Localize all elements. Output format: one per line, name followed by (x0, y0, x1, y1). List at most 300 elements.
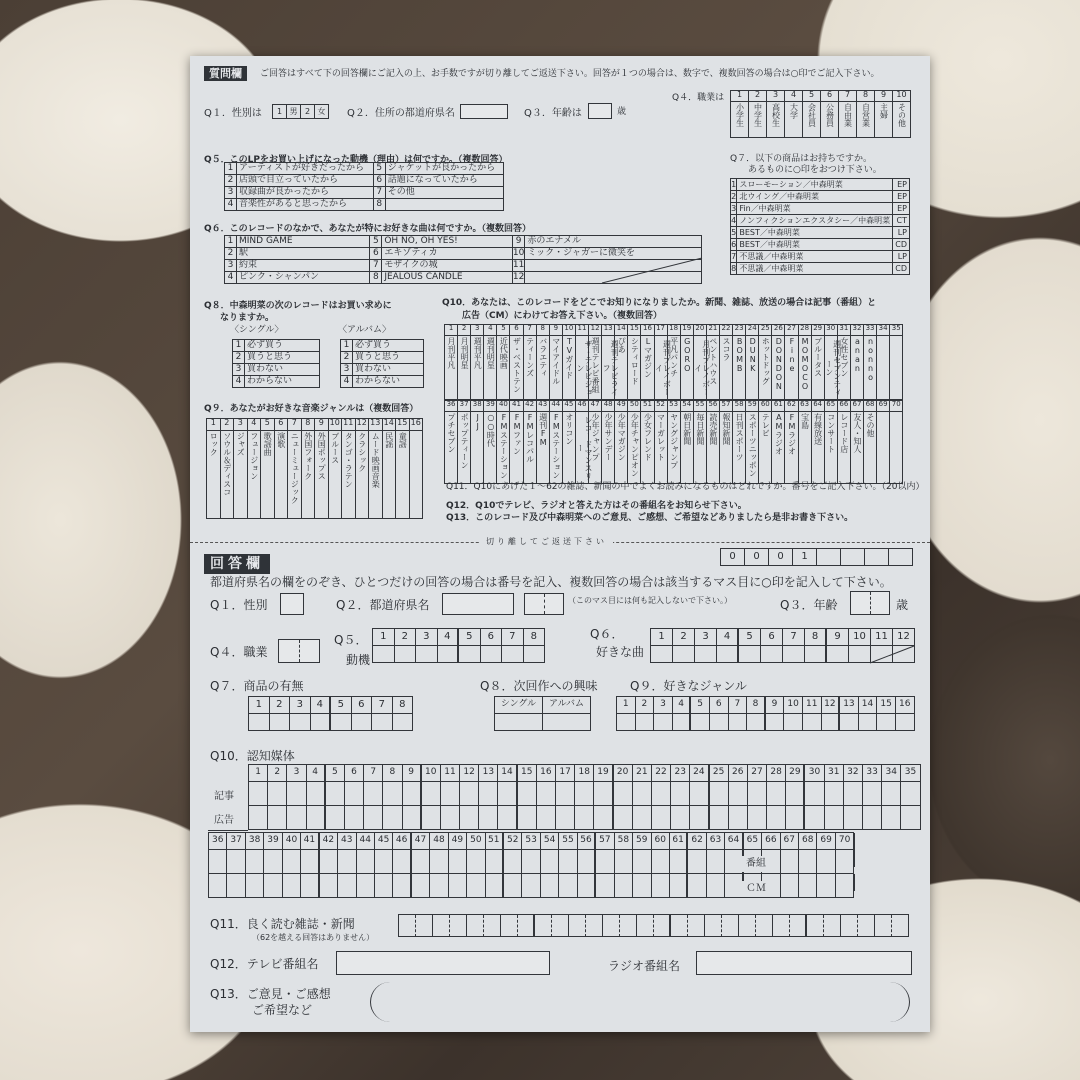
a-q10-answer-cell[interactable] (575, 782, 594, 806)
a-q10-answer-cell[interactable] (652, 874, 670, 898)
a-q11-digit-cell[interactable] (518, 915, 535, 937)
a-q10-answer-cell[interactable] (633, 850, 651, 874)
a-q10-number: 20 (614, 765, 633, 782)
a-q10-answer-cell[interactable] (326, 806, 345, 830)
a-q7-answer-cell[interactable] (311, 714, 332, 731)
q6-song-text: 約束 (237, 260, 370, 272)
q10-media-name: 少年サンデー (604, 413, 614, 461)
a-q10-answer-cell[interactable] (338, 874, 356, 898)
a-q10-number: 43 (338, 833, 356, 850)
a-q10-number: 37 (227, 833, 245, 850)
a-q10-answer-cell[interactable] (748, 782, 767, 806)
a-q11-digit-cell[interactable] (535, 915, 552, 937)
a-q11-digit-cell[interactable] (586, 915, 603, 937)
a-q6-answer-cell[interactable] (695, 646, 717, 663)
a-q10-answer-cell[interactable] (863, 782, 882, 806)
a-q10-answer-cell[interactable] (375, 850, 393, 874)
q10-media (589, 412, 602, 484)
a-q10-answer-cell[interactable] (422, 806, 441, 830)
a-q7-answer-cell[interactable] (290, 714, 311, 731)
a-q10-answer-cell[interactable] (615, 874, 633, 898)
a-q11-digit-cell[interactable] (892, 915, 909, 937)
a-q5-number: 6 (481, 629, 503, 646)
a-q10-answer-cell[interactable] (441, 782, 460, 806)
a-q10-answer-cell[interactable] (522, 874, 540, 898)
a-q10-answer-cell[interactable] (283, 850, 301, 874)
a-q11-note: （62を越える回答はありません） (252, 933, 375, 942)
a-q10-answer-cell[interactable] (781, 850, 799, 874)
a-q10-answer-cell[interactable] (522, 850, 540, 874)
a-q10-number: 10 (422, 765, 441, 782)
a-q7-number: 1 (249, 697, 270, 714)
a-q10-answer-cell[interactable] (301, 850, 319, 874)
a-q10-answer-cell[interactable] (393, 874, 411, 898)
a-q11-digit-cell[interactable] (688, 915, 705, 937)
a-q10-answer-cell[interactable] (748, 806, 767, 830)
q9-number: 3 (234, 419, 248, 431)
a-q6-number: 6 (761, 629, 783, 646)
a-q10-answer-cell[interactable] (710, 806, 729, 830)
a-q10-answer-cell[interactable] (383, 806, 402, 830)
q8-single-option-row (233, 340, 320, 352)
a-q10-answer-cell[interactable] (338, 850, 356, 874)
a-q10-answer-cell[interactable] (320, 850, 338, 874)
a-q10-answer-cell[interactable] (498, 806, 517, 830)
a-q10-answer-cell[interactable] (805, 806, 824, 830)
a-q2-box[interactable] (442, 593, 514, 615)
a-q10-answer-cell[interactable] (767, 806, 786, 830)
q6-song-row (225, 236, 702, 248)
a-q10-answer-cell[interactable] (264, 850, 282, 874)
a-q10-answer-cell[interactable] (863, 806, 882, 830)
a-q10-answer-cell[interactable] (479, 782, 498, 806)
a-q9-answer-cell[interactable] (673, 714, 692, 731)
q10-media-name: MOMOCO (800, 337, 810, 391)
a-q10-answer-cell[interactable] (422, 782, 441, 806)
a-q12-tv-box[interactable] (336, 951, 550, 975)
a-q11-digit-cell[interactable] (569, 915, 586, 937)
a-q10-answer-cell[interactable] (326, 782, 345, 806)
a-q10-answer-cell[interactable] (825, 806, 844, 830)
a-q10-answer-cell[interactable] (836, 874, 854, 898)
a-q10-answer-cell[interactable] (652, 806, 671, 830)
a-q10-answer-cell[interactable] (594, 782, 613, 806)
a-q10-answer-cell[interactable] (688, 850, 706, 874)
a-q10-answer-cell[interactable] (559, 850, 577, 874)
a-q10-answer-cell[interactable] (786, 806, 805, 830)
a-q7-answer-cell[interactable] (331, 714, 352, 731)
a-q10-answer-cell[interactable] (479, 806, 498, 830)
a-q10-answer-cell[interactable] (307, 806, 326, 830)
a-q10-answer-cell[interactable] (729, 782, 748, 806)
a-q10-answer-cell[interactable] (670, 874, 688, 898)
a-q10-answer-cell[interactable] (690, 782, 709, 806)
a-q10-answer-cell[interactable] (767, 782, 786, 806)
a-q10-answer-cell[interactable] (249, 806, 268, 830)
q12-question: Q12．Q10でテレビ、ラジオと答えた方はその番組名をお知らせ下さい。 (446, 501, 747, 511)
a-q10-answer-cell[interactable] (614, 782, 633, 806)
q10-number: 62 (785, 401, 798, 412)
a-q10-answer-cell[interactable] (403, 806, 422, 830)
a-q7-number: 6 (352, 697, 373, 714)
a-q6-answer-cell[interactable] (739, 646, 761, 663)
a-q11-digit-cell[interactable] (756, 915, 773, 937)
q7-product-row (731, 239, 910, 251)
q10-media-name: 少年ジャンプ (591, 413, 601, 461)
a-q10-answer-cell[interactable] (556, 782, 575, 806)
a-q10-answer-cell[interactable] (320, 874, 338, 898)
a-q10-answer-cell[interactable] (690, 806, 709, 830)
a-q9-answer-cell[interactable] (710, 714, 729, 731)
a-q6-answer-cell[interactable] (849, 646, 871, 663)
a-q10-answer-cell[interactable] (786, 782, 805, 806)
a-q9-number: 13 (840, 697, 859, 714)
q10-number: 48 (602, 401, 615, 412)
a-q10-answer-cell[interactable] (412, 874, 430, 898)
a-q6-answer-cell[interactable] (827, 646, 849, 663)
a-q11-digit-cell[interactable] (671, 915, 688, 937)
a-q10-answer-cell[interactable] (729, 806, 748, 830)
a-q10-answer-cell[interactable] (652, 782, 671, 806)
a-q11-digit-cell[interactable] (637, 915, 654, 937)
a-q13-comment-area[interactable] (370, 982, 910, 1022)
a-q10-answer-cell[interactable] (578, 874, 596, 898)
a-q10-answer-cell[interactable] (467, 850, 485, 874)
q10-media-name: 平凡パンチ (669, 337, 679, 377)
a-q9-answer-cell[interactable] (822, 714, 841, 731)
a-q10-answer-cell[interactable] (633, 874, 651, 898)
a-q6-answer-cell[interactable] (761, 646, 783, 663)
a-q10-answer-cell[interactable] (209, 850, 227, 874)
a-q10-answer-cell[interactable] (467, 874, 485, 898)
a-q9-answer-cell[interactable] (654, 714, 673, 731)
a-q10-answer-cell[interactable] (559, 874, 577, 898)
a-q8-answer-cell[interactable] (543, 714, 591, 731)
a-q11-digit-cell[interactable] (705, 915, 722, 937)
a-q10-answer-cell[interactable] (671, 782, 690, 806)
a-q6-answer-cell[interactable] (651, 646, 673, 663)
a-q10-answer-cell[interactable] (486, 850, 504, 874)
a-q11-digit-cell[interactable] (858, 915, 875, 937)
a-q10-answer-cell[interactable] (556, 806, 575, 830)
a-q9-answer-cell[interactable] (803, 714, 822, 731)
q8-single-option-row (233, 376, 320, 388)
q5-item-row (225, 163, 504, 175)
a-q10-answer-cell[interactable] (882, 782, 901, 806)
a-q8-number: シングル (495, 697, 543, 714)
a-q10-answer-cell[interactable] (486, 874, 504, 898)
a-q10-answer-cell[interactable] (596, 850, 614, 874)
a-q10-answer-cell[interactable] (504, 850, 522, 874)
a-q10-answer-cell[interactable] (518, 782, 537, 806)
a-q10-answer-cell[interactable] (357, 850, 375, 874)
a-q5-answer-cell[interactable] (481, 646, 503, 663)
a-q10-answer-cell[interactable] (707, 874, 725, 898)
a-q11-digit-cell[interactable] (875, 915, 892, 937)
q9-number: 11 (342, 419, 356, 431)
a-q10-answer-cell[interactable] (249, 782, 268, 806)
a-q10-answer-cell[interactable] (227, 874, 245, 898)
a-q9-answer-cell[interactable] (766, 714, 785, 731)
q4-option (839, 102, 857, 138)
a-q10-answer-cell[interactable] (633, 806, 652, 830)
a-q10-answer-cell[interactable] (901, 782, 920, 806)
a-q7-grid[interactable] (248, 696, 413, 731)
question-intro: ご回答はすべて下の回答欄にご記入の上、お手数ですが切り離してご返送下さい。回答が１つの場合は、数字で、複数回答の場合は○印でご記入下さい。 (260, 69, 880, 79)
a-q10-answer-cell[interactable] (412, 850, 430, 874)
a-q9-grid[interactable] (616, 696, 915, 731)
a-q10-answer-cell[interactable] (710, 782, 729, 806)
a-q9-answer-cell[interactable] (729, 714, 748, 731)
a-q11-digit-cell[interactable] (552, 915, 569, 937)
a-q7-answer-cell[interactable] (393, 714, 414, 731)
a-q10-answer-cell[interactable] (504, 874, 522, 898)
a-q10-answer-cell[interactable] (817, 850, 835, 874)
a-q11-digit-cell[interactable] (824, 915, 841, 937)
a-q5-answer-cell[interactable] (459, 646, 481, 663)
q8-album-table (340, 339, 424, 388)
q10-media (497, 412, 510, 484)
q10-number: 44 (550, 401, 563, 412)
a-q11-grid[interactable] (398, 914, 909, 937)
a-q9-answer-cell[interactable] (877, 714, 896, 731)
a-q10-answer-cell[interactable] (345, 782, 364, 806)
a-q10-answer-cell[interactable] (364, 806, 383, 830)
a-q3-box[interactable] (850, 591, 890, 615)
a-q10-answer-cell[interactable] (449, 874, 467, 898)
a-q9-answer-cell[interactable] (859, 714, 878, 731)
a-q8-grid[interactable] (494, 696, 591, 731)
a-q11-digit-cell[interactable] (654, 915, 671, 937)
a-q6-number: 10 (849, 629, 871, 646)
q10-media (746, 412, 759, 484)
a-q10-answer-cell[interactable] (498, 782, 517, 806)
q2-box (460, 104, 508, 119)
a-q10-answer-cell[interactable] (246, 850, 264, 874)
q10-media (864, 412, 877, 484)
a-q10-answer-cell[interactable] (537, 806, 556, 830)
a-q10-answer-cell[interactable] (817, 874, 835, 898)
a-q10-answer-cell[interactable] (578, 850, 596, 874)
a-q9-answer-cell[interactable] (784, 714, 803, 731)
a-q1-box[interactable] (280, 593, 304, 615)
a-q10-answer-cell[interactable] (301, 874, 319, 898)
a-q10-answer-cell[interactable] (844, 806, 863, 830)
a-q11-digit-cell[interactable] (790, 915, 807, 937)
serial-digit (817, 549, 841, 566)
a-q10-answer-cell[interactable] (882, 806, 901, 830)
a-q11-digit-cell[interactable] (807, 915, 824, 937)
q8-single-option-number: 3 (233, 364, 245, 376)
a-q11-digit-cell[interactable] (399, 915, 416, 937)
a-q10-answer-cell[interactable] (537, 782, 556, 806)
a-q10-answer-cell[interactable] (345, 806, 364, 830)
a-q7-answer-cell[interactable] (352, 714, 373, 731)
a-q10-row-label-ad: 広告 (214, 815, 234, 826)
a-q10-answer-cell[interactable] (375, 874, 393, 898)
a-q10-answer-cell[interactable] (825, 782, 844, 806)
a-q10-answer-cell[interactable] (799, 850, 817, 874)
a-q10-answer-cell[interactable] (652, 850, 670, 874)
q10-number: 25 (759, 325, 772, 336)
a-q6-answer-cell[interactable] (805, 646, 827, 663)
a-q5-answer-cell[interactable] (502, 646, 524, 663)
a-q11-digit-cell[interactable] (433, 915, 450, 937)
a-q9-answer-cell[interactable] (617, 714, 636, 731)
a-q6-number: 4 (717, 629, 739, 646)
q10-number: 67 (851, 401, 864, 412)
q10-media (575, 336, 593, 400)
q10-media-name: FMステーション (499, 413, 509, 479)
a-q11-digit-cell[interactable] (722, 915, 739, 937)
q6-song-text: OH NO, OH YES! (382, 236, 513, 248)
a-q10-answer-cell[interactable] (901, 806, 920, 830)
q5-item-text: 収録曲が良かったから (237, 187, 374, 199)
a-q11-digit-cell[interactable] (841, 915, 858, 937)
a-q10-answer-cell[interactable] (403, 782, 422, 806)
a-q10-answer-cell[interactable] (283, 874, 301, 898)
a-q5-answer-cell[interactable] (395, 646, 417, 663)
a-q6-answer-cell[interactable] (673, 646, 695, 663)
a-q10-answer-cell[interactable] (441, 806, 460, 830)
a-q5-answer-cell[interactable] (524, 646, 546, 663)
a-q11-digit-cell[interactable] (739, 915, 756, 937)
a-q10-answer-cell[interactable] (541, 850, 559, 874)
a-q5-grid[interactable] (372, 628, 545, 663)
a-q10-number: 36 (209, 833, 227, 850)
q6-song-number: 2 (225, 248, 237, 260)
q4-number: 2 (749, 91, 767, 102)
q10-media-name: 友人・知人 (852, 413, 862, 453)
a-q10-answer-cell[interactable] (707, 850, 725, 874)
a-q11-digit-cell[interactable] (773, 915, 790, 937)
q9-genre (315, 431, 329, 519)
a-q10-answer-cell[interactable] (575, 806, 594, 830)
a-q5-answer-cell[interactable] (438, 646, 460, 663)
a-q5-answer-cell[interactable] (373, 646, 395, 663)
q4-option-text: 小学生 (735, 103, 745, 127)
a-q10-answer-cell[interactable] (209, 874, 227, 898)
q10-number: 53 (668, 401, 681, 412)
a-q10-answer-cell[interactable] (594, 806, 613, 830)
a-q10-answer-cell[interactable] (671, 806, 690, 830)
a-q10-answer-cell[interactable] (268, 782, 287, 806)
a-q10-answer-cell[interactable] (287, 782, 306, 806)
a-q11-digit-cell[interactable] (450, 915, 467, 937)
q6-song-text: MIND GAME (237, 236, 370, 248)
a-q10-answer-cell[interactable] (383, 782, 402, 806)
q10-media-name: 週刊テレビ番組 (591, 337, 601, 393)
a-q11-digit-cell[interactable] (603, 915, 620, 937)
a-q10-answer-cell[interactable] (393, 850, 411, 874)
a-q9-answer-cell[interactable] (840, 714, 859, 731)
a-q10-answer-cell[interactable] (430, 874, 448, 898)
a-q12-radio-box[interactable] (696, 951, 912, 975)
a-q10-answer-cell[interactable] (264, 874, 282, 898)
a-q10-number: 40 (283, 833, 301, 850)
a-q10-answer-cell[interactable] (287, 806, 306, 830)
a-q10-answer-cell[interactable] (670, 850, 688, 874)
a-q10-answer-cell[interactable] (449, 850, 467, 874)
a-q8-answer-cell[interactable] (495, 714, 543, 731)
a-q11-digit-cell[interactable] (484, 915, 501, 937)
a-q9-answer-cell[interactable] (636, 714, 655, 731)
q8-album-option-text: 必ず買う (353, 340, 424, 352)
a-q10-answer-cell[interactable] (268, 806, 287, 830)
q4-option-text: 主婦 (879, 103, 889, 119)
a-q11-digit-cell[interactable] (416, 915, 433, 937)
a-q10-answer-cell[interactable] (805, 782, 824, 806)
a-q10-answer-cell[interactable] (460, 806, 479, 830)
q10-media (641, 412, 654, 484)
a-q10-answer-cell[interactable] (357, 874, 375, 898)
a-q10-answer-cell[interactable] (596, 874, 614, 898)
a-q9-number: 12 (822, 697, 841, 714)
q10-media-name: ヤングジャンプ (669, 413, 679, 469)
a-q10-answer-cell[interactable] (688, 874, 706, 898)
a-q10-number: 35 (901, 765, 920, 782)
q9-genre (248, 431, 262, 519)
q3-box (588, 103, 612, 119)
a-q9-answer-cell[interactable] (691, 714, 710, 731)
q10-media-name: DUNK (748, 337, 758, 373)
a-q4-box[interactable] (278, 639, 320, 663)
a-q10-answer-cell[interactable] (615, 850, 633, 874)
a-q10-answer-cell[interactable] (633, 782, 652, 806)
q10-media-name: JJ (473, 413, 483, 431)
q4-occupation-grid (730, 90, 911, 138)
a-q10-row-label-article: 記事 (214, 791, 234, 802)
a-q10-answer-cell[interactable] (364, 782, 383, 806)
a-q10-answer-cell[interactable] (614, 806, 633, 830)
a-q6-answer-cell[interactable] (783, 646, 805, 663)
a-q9-answer-cell[interactable] (896, 714, 915, 731)
a-q10-answer-cell[interactable] (541, 874, 559, 898)
a-q10-answer-cell[interactable] (227, 850, 245, 874)
q10-media-name: FMステーション (551, 413, 561, 479)
a-q10-answer-cell[interactable] (518, 806, 537, 830)
a-q11-digit-cell[interactable] (467, 915, 484, 937)
a-q10-answer-cell[interactable] (246, 874, 264, 898)
a-q10-answer-cell[interactable] (836, 850, 854, 874)
q9-genre (396, 431, 410, 519)
a-q10-grid-1[interactable] (248, 764, 921, 830)
a-q7-answer-cell[interactable] (372, 714, 393, 731)
a-q10-answer-cell[interactable] (307, 782, 326, 806)
a-q10-answer-cell[interactable] (781, 874, 799, 898)
a-q11-digit-cell[interactable] (620, 915, 637, 937)
q10-number: 45 (563, 401, 576, 412)
q10-media-name: 少年チャンピオン (630, 413, 640, 477)
a-q7-answer-cell[interactable] (249, 714, 270, 731)
a-q10-answer-cell[interactable] (430, 850, 448, 874)
q7-product-text: Fin／中森明菜 (737, 203, 893, 215)
a-q7-answer-cell[interactable] (270, 714, 291, 731)
q5-item-row (225, 187, 504, 199)
a-q11-digit-cell[interactable] (501, 915, 518, 937)
q9-genre-text: 演歌 (276, 432, 286, 448)
a-q10-answer-cell[interactable] (460, 782, 479, 806)
q10-media (890, 412, 903, 484)
a-q10-number: 44 (357, 833, 375, 850)
q6-song-number: 8 (370, 272, 382, 284)
a-q5-answer-cell[interactable] (416, 646, 438, 663)
a-q6-answer-cell[interactable] (717, 646, 739, 663)
a-q9-answer-cell[interactable] (747, 714, 766, 731)
q4-option (875, 102, 893, 138)
a-q10-answer-cell[interactable] (799, 874, 817, 898)
a-q10-answer-cell[interactable] (844, 782, 863, 806)
